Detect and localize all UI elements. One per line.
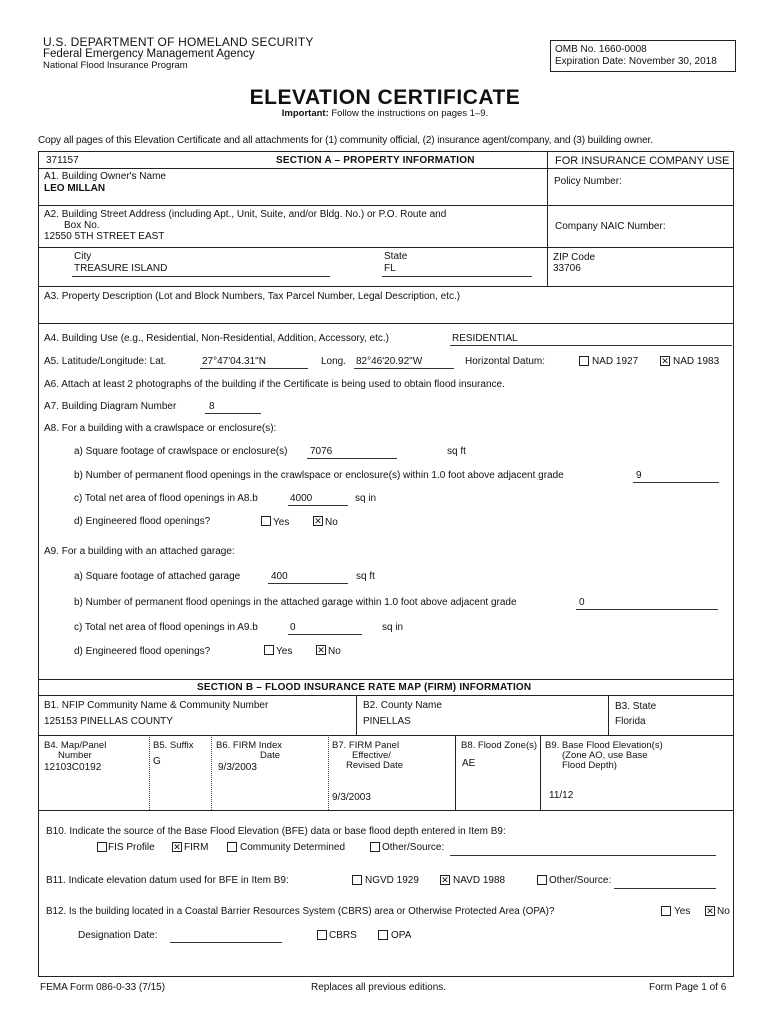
important-note xyxy=(0,108,770,119)
program-name: National Flood Insurance Program xyxy=(43,60,188,71)
b4-map-panel[interactable]: 12103C0192 xyxy=(44,762,102,773)
city-value[interactable]: TREASURE ISLAND xyxy=(74,263,168,274)
a7-diagram-number[interactable]: 8 xyxy=(209,401,215,412)
opa-label: OPA xyxy=(391,930,412,941)
b7-label: B7. FIRM Panel xyxy=(332,740,400,751)
b10-community-label: Community Determined xyxy=(240,842,346,853)
b4-label-cont: Number xyxy=(58,750,92,761)
a9d-no-checkbox[interactable] xyxy=(316,645,326,655)
b10-other-label: Other/Source: xyxy=(382,842,445,853)
a9a-unit: sq ft xyxy=(356,571,375,582)
copy-notice: Copy all pages of this Elevation Certificate and all attachments for (1) community official, (2) insurance agent/company, and (3) building owner. xyxy=(38,135,653,146)
a1-owner-name[interactable]: LEO MILLAN xyxy=(44,183,106,194)
rule xyxy=(547,151,548,286)
form-number: FEMA Form 086-0-33 (7/15) xyxy=(40,982,166,993)
long-label: Long. xyxy=(321,356,347,367)
nad1927-label: NAD 1927 xyxy=(592,356,639,367)
a9d-no-label: No xyxy=(328,646,341,657)
rule xyxy=(38,679,734,680)
b10-label: B10. Indicate the source of the Base Flood Elevation (BFE) data or base flood depth entered in Item B9: xyxy=(46,826,506,837)
a9-label: A9. For a building with an attached garage: xyxy=(44,546,235,557)
section-a-title: SECTION A – PROPERTY INFORMATION xyxy=(276,155,475,166)
designation-date-label: Designation Date: xyxy=(78,930,158,941)
b7-label-cont2: Revised Date xyxy=(346,760,404,771)
a9b-value[interactable]: 0 xyxy=(579,597,585,608)
a7-label: A7. Building Diagram Number xyxy=(44,401,177,412)
page-title: ELEVATION CERTIFICATE xyxy=(249,86,521,109)
a9a-label: a) Square footage of attached garage xyxy=(74,571,241,582)
omb-number: OMB No. 1660-0008 xyxy=(555,44,647,55)
b8-label: B8. Flood Zone(s) xyxy=(461,740,538,751)
a6-label: A6. Attach at least 2 photographs of the building if the Certificate is being used to obtain flood insurance. xyxy=(44,379,505,390)
dotted-rule xyxy=(328,735,329,810)
rule xyxy=(38,168,734,169)
a8d-yes-label: Yes xyxy=(273,517,290,528)
replaces-note: Replaces all previous editions. xyxy=(311,982,447,993)
rule xyxy=(38,810,734,811)
b2-county[interactable]: PINELLAS xyxy=(363,716,411,727)
a9b-label: b) Number of permanent flood openings in the attached garage within 1.0 foot above adjacent grade xyxy=(74,597,517,608)
state-value[interactable]: FL xyxy=(384,263,396,274)
b1-community[interactable]: 125153 PINELLAS COUNTY xyxy=(44,716,173,727)
a2-label: A2. Building Street Address (including Apt., Unit, Suite, and/or Bldg. No.) or P.O. Route and xyxy=(44,209,447,220)
long-underline xyxy=(354,368,454,369)
section-b-title: SECTION B – FLOOD INSURANCE RATE MAP (FIRM) INFORMATION xyxy=(197,682,532,693)
a5-label: A5. Latitude/Longitude: Lat. xyxy=(44,356,167,367)
agency-name: U.S. DEPARTMENT OF HOMELAND SECURITY xyxy=(43,35,314,49)
b9-label-cont2: Flood Depth) xyxy=(562,760,617,771)
b6-label: B6. FIRM Index xyxy=(216,740,282,751)
b12-yes-checkbox[interactable] xyxy=(661,906,671,916)
a9b-underline xyxy=(576,609,718,610)
a2-street-address[interactable]: 12550 5TH STREET EAST xyxy=(44,231,165,242)
a8b-value[interactable]: 9 xyxy=(636,470,642,481)
b9-label-cont: (Zone AO, use Base xyxy=(562,750,648,761)
a8c-label: c) Total net area of flood openings in A8.b xyxy=(74,493,258,504)
b2-label: B2. County Name xyxy=(363,700,442,711)
cbrs-checkbox[interactable] xyxy=(317,930,327,940)
rule xyxy=(38,205,734,206)
a9c-underline xyxy=(288,634,362,635)
a2-label-cont: Box No. xyxy=(64,220,100,231)
a4-underline xyxy=(450,345,732,346)
a9c-unit: sq in xyxy=(382,622,404,633)
a5-latitude[interactable]: 27°47'04.31"N xyxy=(202,356,266,367)
a8b-label: b) Number of permanent flood openings in the crawlspace or enclosure(s) within 1.0 foot above adjacent grade xyxy=(74,470,564,481)
b9-bfe[interactable]: 11/12 xyxy=(549,790,574,801)
state-label: State xyxy=(384,251,408,262)
a8c-unit: sq in xyxy=(355,493,377,504)
rule xyxy=(608,695,609,735)
important-label: Important: xyxy=(281,108,329,119)
designation-date-underline xyxy=(170,942,282,943)
dotted-rule xyxy=(149,735,150,810)
opa-checkbox[interactable] xyxy=(378,930,388,940)
a8a-unit: sq ft xyxy=(447,446,466,457)
a8a-value[interactable]: 7076 xyxy=(310,446,333,457)
subagency-name: Federal Emergency Management Agency xyxy=(43,48,255,60)
agency-header xyxy=(43,36,314,72)
nad1983-checkbox[interactable] xyxy=(660,356,670,366)
b11-ngvd-checkbox[interactable] xyxy=(352,875,362,885)
b10-community-checkbox[interactable] xyxy=(227,842,237,852)
a3-label: A3. Property Description (Lot and Block Numbers, Tax Parcel Number, Legal Description, etc.) xyxy=(44,291,461,302)
b10-fis-label: FIS Profile xyxy=(108,842,155,853)
b1-label: B1. NFIP Community Name & Community Number xyxy=(44,700,269,711)
a8a-label: a) Square footage of crawlspace or enclosure(s) xyxy=(74,446,288,457)
nad1983-label: NAD 1983 xyxy=(673,356,720,367)
state-underline xyxy=(382,276,532,277)
b3-label: B3. State xyxy=(615,701,657,712)
nad1927-checkbox[interactable] xyxy=(579,356,589,366)
a9d-label: d) Engineered flood openings? xyxy=(74,646,211,657)
b11-navd-checkbox[interactable] xyxy=(440,875,450,885)
city-underline xyxy=(72,276,330,277)
b10-other-checkbox[interactable] xyxy=(370,842,380,852)
form-frame xyxy=(38,151,734,977)
b11-ngvd-label: NGVD 1929 xyxy=(365,875,419,886)
certificate-id: 371157 xyxy=(46,155,79,166)
dotted-rule xyxy=(211,735,212,810)
expiration-date: Expiration Date: November 30, 2018 xyxy=(555,56,717,67)
zip-label: ZIP Code xyxy=(553,252,596,263)
a9c-value[interactable]: 0 xyxy=(290,622,296,633)
b8-flood-zone[interactable]: AE xyxy=(462,758,476,769)
rule xyxy=(455,735,456,810)
a4-label: A4. Building Use (e.g., Residential, Non-Residential, Addition, Accessory, etc.) xyxy=(44,333,389,344)
rule xyxy=(540,735,541,810)
zip-value[interactable]: 33706 xyxy=(553,263,581,274)
b10-fis-checkbox[interactable] xyxy=(97,842,107,852)
a4-building-use[interactable]: RESIDENTIAL xyxy=(452,333,518,344)
b6-label-cont: Date xyxy=(260,750,281,761)
policy-number-label: Policy Number: xyxy=(554,176,622,187)
b11-label: B11. Indicate elevation datum used for BFE in Item B9: xyxy=(46,875,289,886)
a9a-value[interactable]: 400 xyxy=(271,571,288,582)
b12-no-label: No xyxy=(717,906,730,917)
horizontal-datum-label: Horizontal Datum: xyxy=(465,356,546,367)
a9d-yes-label: Yes xyxy=(276,646,293,657)
lat-underline xyxy=(200,368,308,369)
b12-label: B12. Is the building located in a Coastal Barrier Resources System (CBRS) area or Otherwise Protected Area (OPA)? xyxy=(46,906,555,917)
rule xyxy=(38,247,734,248)
a1-label: A1. Building Owner's Name xyxy=(44,171,166,182)
cbrs-label: CBRS xyxy=(329,930,357,941)
b12-yes-label: Yes xyxy=(674,906,691,917)
a8d-no-label: No xyxy=(325,517,338,528)
b5-label: B5. Suffix xyxy=(153,740,194,751)
b5-suffix[interactable]: G xyxy=(153,756,161,767)
b9-label: B9. Base Flood Elevation(s) xyxy=(545,740,663,751)
b6-index-date[interactable]: 9/3/2003 xyxy=(218,762,257,773)
city-label: City xyxy=(74,251,92,262)
b10-other-underline xyxy=(450,855,716,856)
b4-label: B4. Map/Panel xyxy=(44,740,107,751)
a8c-underline xyxy=(288,505,348,506)
a8d-no-checkbox[interactable] xyxy=(313,516,323,526)
rule xyxy=(38,323,734,324)
b11-other-label: Other/Source: xyxy=(549,875,612,886)
rule xyxy=(38,735,734,736)
b11-other-underline xyxy=(614,888,716,889)
omb-box xyxy=(550,40,736,72)
b7-panel-date[interactable]: 9/3/2003 xyxy=(332,792,371,803)
rule xyxy=(38,286,734,287)
page-number: Form Page 1 of 6 xyxy=(649,982,727,993)
b3-state[interactable]: Florida xyxy=(615,716,646,727)
b10-firm-label: FIRM xyxy=(184,842,209,853)
insurance-company-use: FOR INSURANCE COMPANY USE xyxy=(555,155,730,167)
rule xyxy=(356,695,357,735)
b10-firm-checkbox[interactable] xyxy=(172,842,182,852)
b7-label-cont: Effective/ xyxy=(352,750,391,761)
a9d-yes-checkbox[interactable] xyxy=(264,645,274,655)
b12-no-checkbox[interactable] xyxy=(705,906,715,916)
a8-label: A8. For a building with a crawlspace or enclosure(s): xyxy=(44,423,277,434)
a8c-value[interactable]: 4000 xyxy=(290,493,313,504)
b11-navd-label: NAVD 1988 xyxy=(453,875,506,886)
a8d-yes-checkbox[interactable] xyxy=(261,516,271,526)
a5-longitude[interactable]: 82°46'20.92"W xyxy=(356,356,423,367)
a7-underline xyxy=(205,413,261,414)
a9a-underline xyxy=(268,583,348,584)
b11-other-checkbox[interactable] xyxy=(537,875,547,885)
a8a-underline xyxy=(307,458,397,459)
important-text: Follow the instructions on pages 1–9. xyxy=(328,108,489,119)
naic-number-label: Company NAIC Number: xyxy=(555,221,666,232)
rule xyxy=(38,695,734,696)
a8b-underline xyxy=(633,482,719,483)
a8d-label: d) Engineered flood openings? xyxy=(74,516,211,527)
a9c-label: c) Total net area of flood openings in A9.b xyxy=(74,622,258,633)
